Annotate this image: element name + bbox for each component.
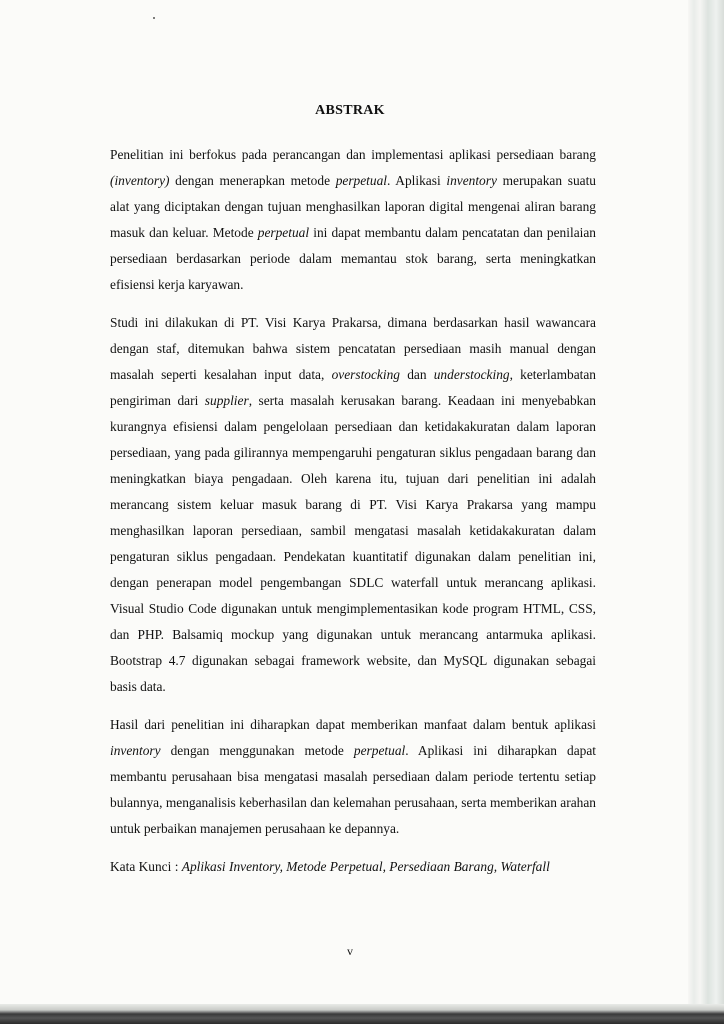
text-run: . Aplikasi xyxy=(387,173,447,188)
paragraph-1 xyxy=(110,142,596,298)
page-stack-edge xyxy=(688,0,724,1024)
text-run: Studi ini dilakukan di PT. Visi Karya Prakarsa, dimana berdasarkan hasil wawancara dengan staf, ditemukan bahwa sistem pencatatan persediaan masih manual dengan masalah seperti kesalahan input data, xyxy=(110,315,596,382)
paragraph-3 xyxy=(110,712,596,842)
italic-term: supplier xyxy=(204,393,249,408)
abstract-body xyxy=(110,142,596,880)
text-run: ini dapat membantu dalam pencatatan dan penilaian persediaan berdasarkan periode dalam memantau stok barang, serta meningkatkan efisiensi kerja karyawan. xyxy=(110,225,596,292)
paragraph-2 xyxy=(110,310,596,700)
text-run: dengan menerapkan metode xyxy=(169,173,336,188)
text-run: , keterlambatan pengiriman dari xyxy=(110,367,596,408)
keywords-label: Kata Kunci : xyxy=(110,859,182,874)
italic-term: (inventory) xyxy=(110,173,170,188)
scan-speck xyxy=(153,17,155,19)
page-number: v xyxy=(347,944,353,958)
italic-term: perpetual xyxy=(335,173,388,188)
text-run: , serta masalah kerusakan barang. Keadaan ini menyebabkan kurangnya efisiensi dalam pengelolaan persediaan dan ketidakakuratan dalam laporan persediaan, yang pada gilirannya mempengaruhi pengaturan siklus pengadaan barang dan meningkatkan biaya pengadaan. Oleh karena itu, tujuan dari penelitian ini adalah merancang sistem keluar masuk barang di PT. Visi Karya Prakarsa yang mampu menghasilkan laporan persediaan, sambil mengatasi masalah ketidakakuratan dalam pengaturan siklus pengadaan. Pendekatan kuantitatif digunakan dalam penelitian ini, dengan penerapan model pengembangan SDLC waterfall untuk merancang aplikasi. Visual Studio Code digunakan untuk mengimplementasikan kode program HTML, CSS, dan PHP. Balsamiq mockup yang digunakan untuk merancang antarmuka aplikasi. Bootstrap 4.7 digunakan sebagai framework website, dan MySQL digunakan sebagai basis data. xyxy=(110,393,596,694)
text-run: dengan menggunakan metode xyxy=(160,743,354,758)
italic-term: perpetual xyxy=(257,225,310,240)
italic-term: overstocking xyxy=(331,367,400,382)
text-run: dan xyxy=(399,367,434,382)
text-run: . Aplikasi ini diharapkan dapat membantu perusahaan bisa mengatasi masalah persediaan dalam periode tertentu setiap bulannya, menganalisis keberhasilan dan kelemahan perusahaan, serta memberikan arahan untuk perbaikan manajemen perusahaan ke depannya. xyxy=(110,743,596,836)
text-run: Penelitian ini berfokus pada perancangan dan implementasi aplikasi persediaan barang xyxy=(110,147,596,162)
scan-bottom-edge xyxy=(0,1004,724,1024)
keywords-line xyxy=(110,854,596,880)
italic-term: inventory xyxy=(446,173,497,188)
text-run: merupakan suatu alat yang diciptakan dengan tujuan menghasilkan laporan digital mengenai aliran barang masuk dan keluar. Metode xyxy=(110,173,597,240)
italic-term: understocking xyxy=(433,367,510,382)
text-run: Hasil dari penelitian ini diharapkan dapat memberikan manfaat dalam bentuk aplikasi xyxy=(110,717,596,732)
abstract-title: ABSTRAK xyxy=(315,103,385,118)
italic-term: perpetual xyxy=(353,743,406,758)
italic-term: inventory xyxy=(110,743,161,758)
keywords-list: Aplikasi Inventory, Metode Perpetual, Persediaan Barang, Waterfall xyxy=(181,859,550,874)
